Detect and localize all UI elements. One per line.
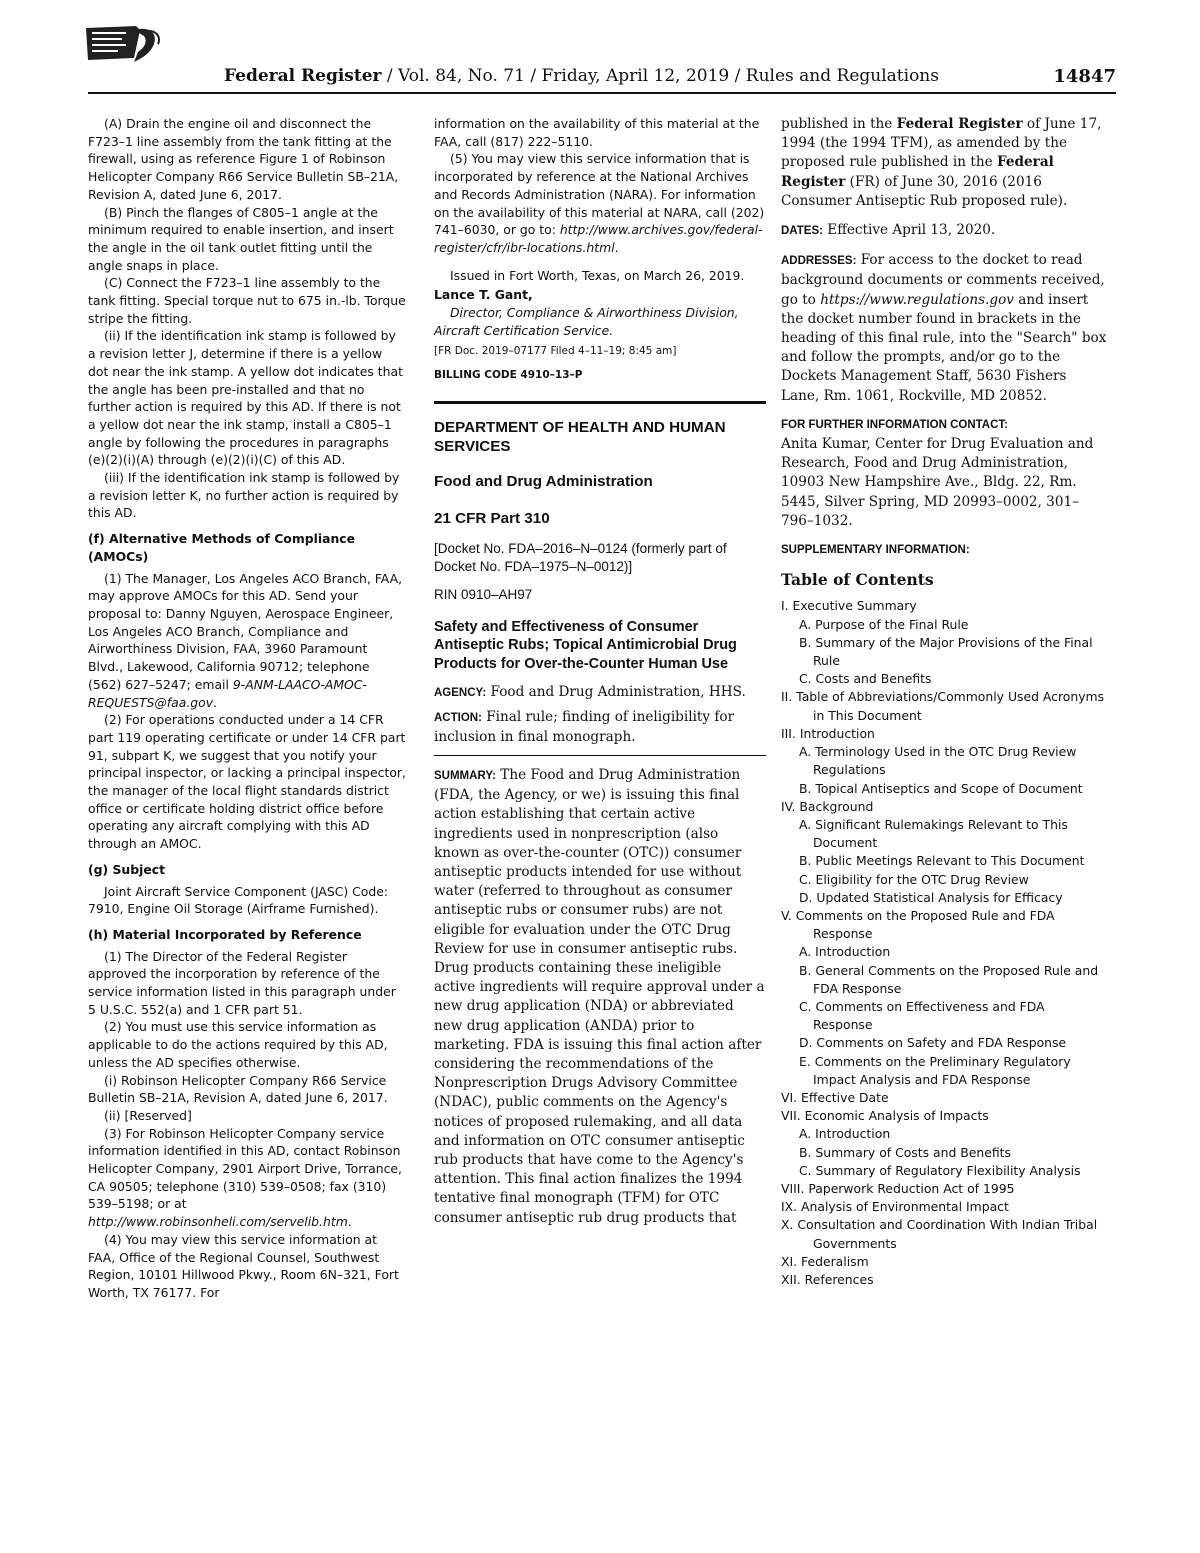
- paragraph: (C) Connect the F723–1 line assembly to the tank fitting. Special torque nut to 675 in.-lb. Torque stripe the fitting.: [88, 275, 406, 326]
- table-of-contents: [781, 597, 1107, 1289]
- column-3: [781, 115, 1107, 1289]
- archives-link[interactable]: http://www.archives.gov/federal-register/cfr/ibr-locations.html: [434, 222, 763, 255]
- section-heading-h: (h) Material Incorporated by Reference: [88, 926, 362, 942]
- toc-item: D. Updated Statistical Analysis for Efficacy: [799, 889, 1063, 905]
- gpo-logo-icon: [84, 22, 164, 66]
- toc-item: A. Terminology Used in the OTC Drug Review Regulations: [799, 744, 1077, 778]
- paragraph: (i) Robinson Helicopter Company R66 Service Bulletin SB–21A, Revision A, dated June 6, 2017.: [88, 1072, 388, 1106]
- regulations-link[interactable]: https://www.regulations.gov: [820, 291, 1014, 308]
- toc-item: VII. Economic Analysis of Impacts: [781, 1108, 989, 1124]
- summary-section: [434, 766, 766, 1228]
- toc-item: C. Summary of Regulatory Flexibility Analysis: [799, 1162, 1081, 1178]
- paragraph: (4) You may view this service information at FAA, Office of the Regional Counsel, Southwest Region, 10101 Hillwood Pkwy., Room 6N–321, Fort Worth, TX 76177. For: [88, 1231, 399, 1300]
- section-heading-g: (g) Subject: [88, 861, 166, 877]
- paragraph: [434, 150, 766, 256]
- fr-doc-line: [FR Doc. 2019–07177 Filed 4–11–19; 8:45 am]: [434, 345, 677, 358]
- toc-item: B. General Comments on the Proposed Rule and FDA Response: [799, 962, 1099, 996]
- toc-item: A. Significant Rulemakings Relevant to This Document: [799, 816, 1068, 851]
- toc-title: Table of Contents: [781, 570, 934, 590]
- publication-line: [224, 66, 939, 86]
- paragraph: (ii) If the identification ink stamp is followed by a revision letter J, determine if there is a yellow dot near the ink stamp. A yellow dot indicates that the angle has been pre-installed and that no further action is required by this AD. If there is not a yellow dot near the ink stamp, install a C805–1 angle by following the procedures in paragraphs (e)(2)(i)(A) through (e)(2)(i)(C) of this AD.: [88, 328, 403, 468]
- column-1: [88, 115, 406, 1302]
- paragraph: (B) Pinch the flanges of C805–1 angle at the minimum required to enable insertion, and insert the angle in the oil tank outlet fitting until the angle snaps in place.: [88, 204, 394, 273]
- docket-number: [Docket No. FDA–2016–N–0124 (formerly part of Docket No. FDA–1975–N–0012)]: [434, 540, 727, 574]
- action-label: ACTION:: [434, 711, 482, 724]
- summary-text: The Food and Drug Administration (FDA, the Agency, or we) is issuing this final action establishing that certain active ingredients used in nonprescription (also known as over-the-counter (OTC)) consumer antiseptic products intended for use without water (referred to throughout as consumer antiseptic rubs or consumer rubs) are not eligible for evaluation under the OTC Drug Review for use in consumer antiseptic rubs. Drug products containing these ineligible active ingredients will require approval under a new drug application (NDA) or abbreviated new drug application (ANDA) prior to marketing. FDA is issuing this final action after considering the recommendations of the Nonprescription Drugs Advisory Committee (NDAC), public comments on the Agency's notices of proposed rulemaking, and all data and information on OTC consumer antiseptic rub products that have come to the Agency's attention. This final action finalizes the 1994 tentative final monograph (TFM) for OTC consumer antiseptic rub drug products that: [434, 766, 765, 1226]
- toc-item: C. Comments on Effectiveness and FDA Response: [799, 998, 1045, 1033]
- toc-item: II. Table of Abbreviations/Commonly Used Acronyms in This Document: [781, 689, 1105, 723]
- dates-label: DATES:: [781, 225, 823, 238]
- paragraph: [88, 1125, 406, 1231]
- agency-label: AGENCY:: [434, 687, 487, 700]
- agency-name: Food and Drug Administration: [434, 472, 653, 490]
- toc-item: I. Executive Summary: [781, 598, 917, 614]
- paragraph: [781, 115, 1107, 211]
- toc-item: V. Comments on the Proposed Rule and FDA Response: [781, 907, 1055, 942]
- contact-label: FOR FURTHER INFORMATION CONTACT:: [781, 418, 1008, 431]
- agency-text: Food and Drug Administration, HHS.: [486, 684, 746, 701]
- paragraph: (iii) If the identification ink stamp is followed by a revision letter K, no further action is required by this AD.: [88, 470, 400, 521]
- issued-line: Issued in Fort Worth, Texas, on March 26, 2019.: [450, 267, 745, 283]
- agency-section: [434, 683, 766, 703]
- contact-text: Anita Kumar, Center for Drug Evaluation and Research, Food and Drug Administration, 10903 New Hampshire Ave., Bldg. 22, Rm. 5445, Silver Spring, MD 20993–0002, 301–796–1032.: [781, 436, 1094, 529]
- text-run: of June 17, 1994 (the 1994 TFM), as amended by the proposed rule published in the: [781, 116, 1102, 171]
- running-header: [88, 64, 1116, 94]
- toc-item: B. Summary of Costs and Benefits: [799, 1144, 1011, 1160]
- action-text: Final rule; finding of ineligibility for inclusion in final monograph.: [434, 708, 735, 745]
- dates-text: Effective April 13, 2020.: [822, 222, 996, 239]
- section-heading-f: (f) Alternative Methods of Compliance (AMOCs): [88, 531, 356, 564]
- paragraph: [88, 570, 406, 712]
- toc-item: XII. References: [781, 1271, 874, 1287]
- toc-item: C. Costs and Benefits: [799, 671, 932, 687]
- document-divider: [434, 401, 766, 404]
- paragraph-text: (1) The Manager, Los Angeles ACO Branch, FAA, may approve AMOCs for this AD. Send your proposal to: Danny Nguyen, Aerospace Engineer, Los Angeles ACO Branch, Compliance and Airworthiness Division, FAA, 3960 Paramount Blvd., Lakewood, California 90712; telephone (562) 627–5247; email: [88, 570, 403, 692]
- paragraph-text: .: [614, 239, 619, 255]
- supplementary-label: SUPPLEMENTARY INFORMATION:: [781, 544, 970, 557]
- paragraph-text: (3) For Robinson Helicopter Company service information identified in this AD, contact Robinson Helicopter Company, 2901 Airport Drive, Torrance, CA 90505; telephone (310) 539–0508; fax (310) 539–5198; or at: [88, 1125, 402, 1212]
- text-run: Federal Register: [896, 116, 1023, 132]
- email-link[interactable]: 9-ANM-LAACO-AMOC-REQUESTS@faa.gov: [88, 676, 367, 710]
- toc-item: D. Comments on Safety and FDA Response: [799, 1035, 1067, 1051]
- toc-item: IX. Analysis of Environmental Impact: [781, 1199, 1009, 1215]
- text-run: Federal Register: [781, 154, 1054, 190]
- toc-item: B. Topical Antiseptics and Scope of Document: [799, 780, 1083, 796]
- toc-item: VI. Effective Date: [781, 1089, 889, 1105]
- addresses-text: For access to the docket to read background documents or comments received, go to: [781, 252, 1105, 308]
- robinson-link[interactable]: http://www.robinsonheli.com/servelib.htm: [88, 1214, 348, 1230]
- toc-item: III. Introduction: [781, 725, 875, 741]
- addresses-label: ADDRESSES:: [781, 255, 857, 268]
- summary-label: SUMMARY:: [434, 769, 496, 782]
- paragraph-text: .: [347, 1214, 352, 1230]
- billing-code: BILLING CODE 4910–13–P: [434, 369, 583, 382]
- addresses-section: [781, 251, 1107, 406]
- addresses-text: and insert the docket number found in brackets in the heading of this final rule, into the "Search" box and follow the prompts, and/or go to the Dockets Management Staff, 5630 Fishers Lane, Rm. 1061, Rockville, MD 20852.: [781, 291, 1107, 404]
- text-run: (FR) of June 30, 2016 (2016 Consumer Antiseptic Rub proposed rule).: [781, 173, 1068, 209]
- paragraph: (2) For operations conducted under a 14 CFR part 119 operating certificate or under 14 CFR part 91, subpart K, we suggest that you notify your principal inspector, or lacking a principal inspector, the manager of the local flight standards district office or certificate holding district office before operating any aircraft complying with this AD through an AMOC.: [88, 712, 406, 852]
- column-2: [434, 115, 766, 1228]
- toc-item: XI. Federalism: [781, 1253, 869, 1269]
- paragraph: (A) Drain the engine oil and disconnect the F723–1 line assembly from the tank fitting at the firewall, using as reference Figure 1 of Robinson Helicopter Company R66 Service Bulletin SB–21A, Revision A, dated June 6, 2017.: [88, 116, 399, 202]
- paragraph: (ii) [Reserved]: [104, 1107, 192, 1123]
- toc-item: B. Summary of the Major Provisions of the Final Rule: [799, 634, 1093, 669]
- paragraph: information on the availability of this material at the FAA, call (817) 222–5110.: [434, 116, 760, 149]
- paragraph: (2) You must use this service information as applicable to do the actions required by this AD, unless the AD specifies otherwise.: [88, 1019, 388, 1070]
- toc-item: A. Purpose of the Final Rule: [799, 616, 969, 632]
- paragraph-text: .: [213, 694, 217, 710]
- text-run: published in the: [781, 116, 897, 132]
- toc-item: IV. Background: [781, 798, 874, 814]
- toc-item: E. Comments on the Preliminary Regulatory Impact Analysis and FDA Response: [799, 1053, 1071, 1087]
- paragraph: (1) The Director of the Federal Register approved the incorporation by reference of the service information listed in this paragraph under 5 U.S.C. 552(a) and 1 CFR part 51.: [88, 948, 396, 1017]
- paragraph: Joint Aircraft Service Component (JASC) Code: 7910, Engine Oil Storage (Airframe Furnished).: [88, 883, 389, 917]
- toc-item: X. Consultation and Coordination With Indian Tribal Governments: [781, 1217, 1098, 1251]
- cfr-part: 21 CFR Part 310: [434, 509, 550, 527]
- signer-name: Lance T. Gant,: [434, 287, 533, 303]
- paragraph-text: (5) You may view this service information that is incorporated by reference at the National Archives and Records Administration (NARA). For information on the availability of this material at NARA, call (202) 741–6030, or go to:: [434, 151, 765, 238]
- rule-title: Safety and Effectiveness of Consumer Antiseptic Rubs; Topical Antimicrobial Drug Products for Over-the-Counter Human Use: [434, 618, 737, 672]
- summary-divider: [434, 755, 766, 756]
- issue-info: / Vol. 84, No. 71 / Friday, April 12, 2019 / Rules and Regulations: [381, 66, 939, 86]
- toc-item: VIII. Paperwork Reduction Act of 1995: [781, 1180, 1015, 1196]
- dates-section: [781, 221, 1107, 241]
- publication-name: Federal Register: [224, 66, 382, 86]
- toc-item: A. Introduction: [799, 944, 891, 960]
- department-name: DEPARTMENT OF HEALTH AND HUMAN SERVICES: [434, 418, 726, 455]
- toc-item: B. Public Meetings Relevant to This Document: [799, 853, 1085, 869]
- toc-item: C. Eligibility for the OTC Drug Review: [799, 871, 1029, 887]
- rin-number: RIN 0910–AH97: [434, 586, 533, 602]
- signer-title: Director, Compliance & Airworthiness Division, Aircraft Certification Service.: [434, 305, 739, 338]
- action-section: [434, 708, 766, 747]
- page-number: 14847: [1053, 66, 1116, 87]
- toc-item: A. Introduction: [799, 1126, 891, 1142]
